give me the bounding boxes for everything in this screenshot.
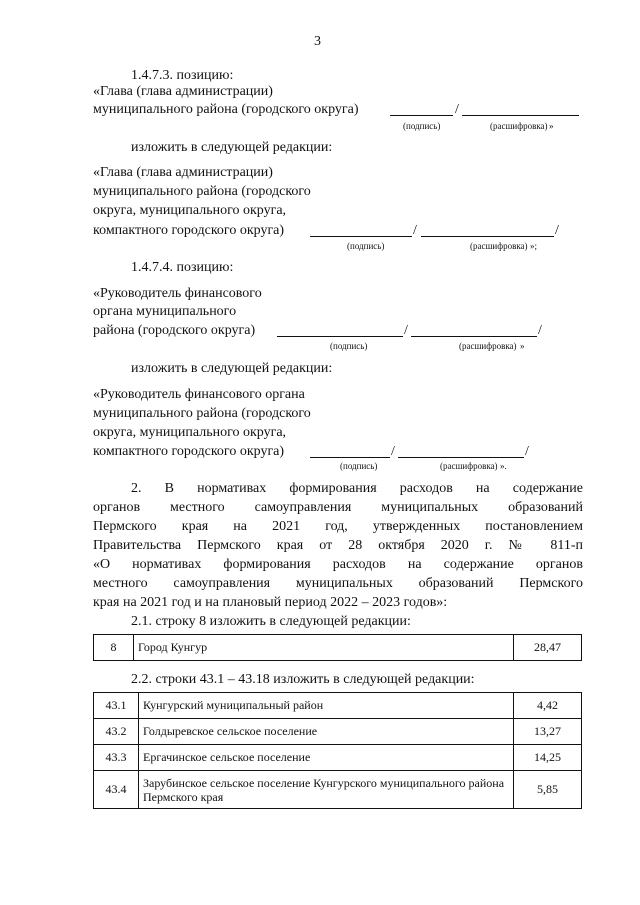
row-number: 43.4: [94, 771, 139, 809]
new-text-line: округа, муниципального округа,: [93, 425, 287, 440]
row-name: Кунгурский муниципальный район: [139, 693, 514, 719]
row-value: 5,85: [514, 771, 582, 809]
decode-label: (расшифровка): [490, 121, 548, 131]
para2-line: 2. В нормативах формирования расходов на содержание: [131, 481, 583, 496]
old-text-line: района (городского округа): [93, 323, 256, 338]
slash: /: [404, 323, 408, 338]
decode-line: [421, 236, 554, 237]
closing-quote: »: [520, 341, 525, 351]
decode-label: (расшифровка): [459, 341, 517, 351]
old-text-line: «Глава (глава администрации): [93, 84, 273, 99]
row-value: 28,47: [514, 635, 582, 661]
row-name: Ергачинское сельское поселение: [139, 745, 514, 771]
table-row: [94, 693, 582, 719]
table-row: [94, 771, 582, 809]
new-intro: изложить в следующей редакции:: [131, 140, 333, 155]
signature-line: [277, 336, 403, 337]
row-value: 13,27: [514, 719, 582, 745]
section-heading-1-4-7-4: 1.4.7.4. позицию:: [131, 260, 234, 275]
new-text-line: компактного городского округа): [93, 223, 285, 238]
row-name: Зарубинское сельское поселение Кунгурского муниципального района Пермского края: [139, 771, 514, 809]
signature-label: (подпись): [330, 341, 368, 351]
decode-line: [398, 457, 524, 458]
row-number: 8: [94, 635, 134, 661]
table-row-8: [93, 634, 582, 661]
page-number: 3: [314, 34, 321, 49]
table-rows-43: [93, 692, 582, 809]
table-row: [94, 745, 582, 771]
decode-label: (расшифровка): [440, 461, 498, 471]
decode-label: (расшифровка): [470, 241, 528, 251]
row-number: 43.1: [94, 693, 139, 719]
signature-line: [310, 457, 390, 458]
table-row: [94, 635, 582, 661]
para2-line: Правительства Пермского края от 28 октября 2020 г. № 811-п: [93, 538, 583, 553]
slash: /: [525, 444, 529, 459]
item-2-2: 2.2. строки 43.1 – 43.18 изложить в следующей редакции:: [131, 672, 475, 687]
new-text-line: «Руководитель финансового органа: [93, 387, 305, 402]
decode-line: [462, 115, 579, 116]
slash: /: [413, 223, 417, 238]
para2-last-line: края на 2021 год и на плановый период 2022 – 2023 годов»:: [93, 595, 448, 610]
signature-label: (подпись): [340, 461, 378, 471]
para2-line: органов местного самоуправления муниципальных образований: [93, 500, 583, 515]
new-text-line: муниципального района (городского: [93, 406, 311, 421]
closing-quote: »: [549, 121, 554, 131]
closing-quote: ».: [500, 461, 507, 471]
row-number: 43.3: [94, 745, 139, 771]
table-row: [94, 719, 582, 745]
slash: /: [555, 223, 559, 238]
slash: /: [538, 323, 542, 338]
decode-line: [411, 336, 537, 337]
slash: /: [391, 444, 395, 459]
new-intro: изложить в следующей редакции:: [131, 361, 333, 376]
row-name: Город Кунгур: [134, 635, 514, 661]
old-text-line: «Руководитель финансового: [93, 286, 262, 301]
para2-line: Пермского края на 2021 год, утвержденных постановлением: [93, 519, 583, 534]
row-value: 4,42: [514, 693, 582, 719]
row-number: 43.2: [94, 719, 139, 745]
para2-line: «О нормативах формирования расходов на содержание органов: [93, 557, 583, 572]
new-text-line: муниципального района (городского: [93, 184, 311, 199]
signature-line: [390, 115, 453, 116]
old-text-line: муниципального района (городского округа): [93, 102, 359, 117]
signature-label: (подпись): [347, 241, 385, 251]
old-text-line: органа муниципального: [93, 304, 237, 319]
row-name: Голдыревское сельское поселение: [139, 719, 514, 745]
section-heading-1-4-7-3: 1.4.7.3. позицию:: [131, 68, 234, 83]
para2-line: местного самоуправления муниципальных образований Пермского: [93, 576, 583, 591]
signature-line: [310, 236, 412, 237]
slash: /: [455, 102, 459, 117]
row-value: 14,25: [514, 745, 582, 771]
new-text-line: компактного городского округа): [93, 444, 285, 459]
new-text-line: «Глава (глава администрации): [93, 165, 273, 180]
new-text-line: округа, муниципального округа,: [93, 203, 287, 218]
closing-quote: »;: [530, 241, 538, 251]
signature-label: (подпись): [403, 121, 441, 131]
item-2-1: 2.1. строку 8 изложить в следующей редакции:: [131, 614, 411, 629]
